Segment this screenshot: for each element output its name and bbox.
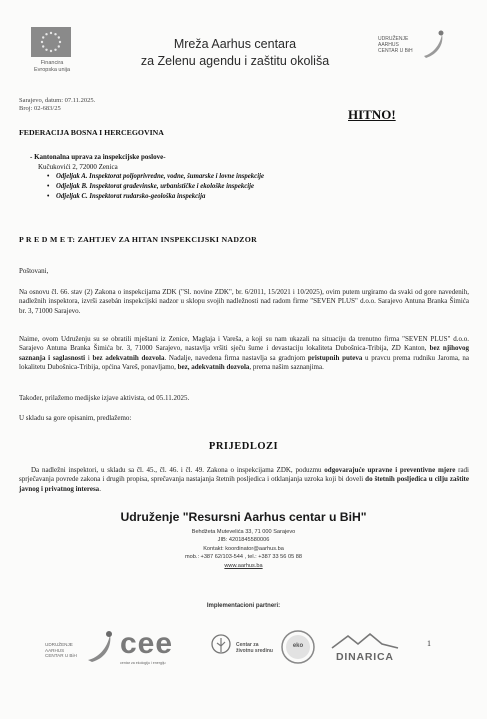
signature-details xyxy=(0,528,487,570)
partner-aarhus-line1: UDRUŽENJE xyxy=(45,642,73,647)
urgent-label: HITNO! xyxy=(348,107,396,122)
signature-jib: JIB: 4201845580006 xyxy=(217,537,270,544)
eu-caption xyxy=(22,60,82,73)
recipient-departments xyxy=(56,172,264,202)
department-item: • Odjeljak A. Inspektorat poljoprivredne, vodne, šumarske i lovne inspekcije xyxy=(56,172,264,182)
document-date: Sarajevo, datum: 07.11.2025. xyxy=(19,97,96,104)
p2-text-e: u pravcu prema rudniku Jaroma, na lokalitetu Dubošnica-Tribija, općina Vareš, ponavljamo, xyxy=(19,353,470,372)
partner-dinarica-logo: DINARICA xyxy=(336,651,394,663)
aarhus-logo-line3: CENTAR U BiH xyxy=(378,48,413,54)
signature-contact[interactable]: Kontakt: koordinator@aarhus.ba xyxy=(203,545,284,552)
header-title-line1: Mreža Aarhus centara xyxy=(173,37,297,51)
partner-czzs-line1: Centar za xyxy=(236,642,259,648)
partner-dinarica-mountains-icon xyxy=(330,632,400,650)
partner-cee-logo: cee xyxy=(120,627,174,660)
paragraph-proposal xyxy=(19,466,469,494)
aarhus-logo-line2: AARHUS xyxy=(378,42,399,48)
p2-text-f: , prema našim saznanjima. xyxy=(249,363,324,372)
recipient-federation: FEDERACIJA BOSNA I HERCEGOVINA xyxy=(19,128,164,137)
p2-bold-3: pristupnih puteva xyxy=(307,353,363,362)
signature-phones: mob.: +387 62/103-544 , tel.: +387 33 56 05 88 xyxy=(185,554,302,561)
paragraph-legal-basis: Na osnovu čl. 66. stav (2) Zakona o inspekcijama ZDK ("Sl. novine ZDK", br. 6/2011, 15/2021 i 10/2025), ovim putem urgiramo da svaki od gore navedenih, nadležnih inspektora, izvrši zasebán inspekcijski nadzor u sklopu svojih nadležnosti nad radom firme "SEVEN PLUS" d.o.o. Sarajevo Antuna Branka Šimića br. 3, 71000 Sarajevo. xyxy=(19,288,469,315)
partner-czzs-line2: životnu sredinu xyxy=(236,648,273,654)
partner-eko-label: eko xyxy=(292,643,304,649)
document-meta xyxy=(19,97,95,113)
signature-address: Behdžeta Mutevelića 33, 71 000 Sarajevo xyxy=(191,529,296,535)
header-title xyxy=(110,36,360,70)
partner-aarhus-swoosh-icon xyxy=(86,630,114,664)
partner-aarhus-line3: CENTAR U BiH xyxy=(45,653,77,658)
p2-bold-2: bez adekvatnih dozvola xyxy=(92,353,165,362)
signature-website-link[interactable]: www.aarhus.ba xyxy=(224,562,263,569)
implementation-partners-label: Implementacioni partneri: xyxy=(206,603,281,609)
p5-text-a: Da nadležni inspektori, u skladu sa čl. 45., čl. 46. i čl. 49. Zakona o inspekcijama ZDK, poduzmu xyxy=(31,466,325,474)
aarhus-swoosh-icon xyxy=(422,30,446,60)
eu-caption-line1: Financira xyxy=(40,60,64,66)
proposals-heading: PRIJEDLOZI xyxy=(208,441,279,452)
p5-bold-2: do štetnih posljedica u cilju zaštite javnog i privatnog interesa xyxy=(19,475,469,493)
paragraph-proposal-intro: U skladu sa gore opisanim, predlažemo: xyxy=(19,414,132,422)
header-title-line2: za Zelenu agendu i zaštitu okoliša xyxy=(140,54,330,68)
recipient-org-name: - Kantonalna uprava za inspekcijske poslove- xyxy=(30,153,166,161)
department-item: • Odjeljak B. Inspektorat građevinske, urbanističke i ekološke inspekcije xyxy=(56,182,264,192)
recipient-organization xyxy=(30,153,166,172)
p2-text-c: i xyxy=(85,353,93,362)
partner-czzs-tree-icon xyxy=(210,634,232,658)
aarhus-logo-text xyxy=(378,36,413,54)
department-item: • Odjeljak C. Inspektorat rudarsko-geološka inspekcija xyxy=(56,192,264,202)
page-number: 1 xyxy=(427,639,431,648)
paragraph-situation xyxy=(19,335,469,373)
paragraph-attachment: Također, prilažemo medijske izjave aktivista, od 05.11.2025. xyxy=(19,394,190,402)
subject-line: P R E D M E T: ZAHTJEV ZA HITAN INSPEKCIJSKI NADZOR xyxy=(19,235,258,244)
p2-text-a: Naime, ovom Udruženju su se obratili mještani iz Zenice, Maglaja i Vareša, a koji su nam ukazali na situaciju da trenutno firma "SEVEN PLUS" d.o.o. Sarajevo Antuna Branka Šimića br. 3, 71000 Sarajevo, nastavlja vršiti sječu šume i devastaciju lokaliteta Dubošnica-Tribija, ZD Kanton, xyxy=(19,335,469,353)
document-number: Broj: 02-683/25 xyxy=(19,105,61,112)
p5-text-d: . xyxy=(99,484,101,493)
greeting: Poštovani, xyxy=(19,267,49,275)
p2-text-d: . Nadalje, navedena firma nastavlja sa gradnjom xyxy=(164,353,308,362)
partner-aarhus-line2: AARHUS xyxy=(45,647,65,653)
recipient-address: Kučukovići 2, 72000 Zenica xyxy=(38,162,118,171)
p2-bold-1: bez njihovog saznanja i saglasnosti xyxy=(19,344,469,362)
p5-text-c: radi sprječavanja povrede zakona i drugih propisa, sprečavanja nastajanja štetnih posljedica i otklanjanja uzroka koji bi doveli xyxy=(19,466,469,484)
p5-bold-1: odgovarajuće upravne i preventivne mjere xyxy=(324,466,456,474)
signature-organization: Udruženje "Resursni Aarhus centar u BiH" xyxy=(120,510,367,524)
p2-bold-4: bez, adekvatnih dozvola xyxy=(177,363,250,372)
eu-flag-logo xyxy=(31,27,71,57)
aarhus-logo-line1: UDRUŽENJE xyxy=(378,36,409,42)
eu-caption-line2: Evropska unija xyxy=(33,66,71,73)
eu-stars-icon xyxy=(31,27,71,57)
aarhus-logo xyxy=(378,30,448,62)
partner-czzs-logo xyxy=(236,642,273,654)
partner-aarhus-logo xyxy=(45,642,77,659)
partner-cee-subtitle: centar za ekologiju i energiju xyxy=(120,661,166,665)
partner-logos xyxy=(0,620,487,680)
